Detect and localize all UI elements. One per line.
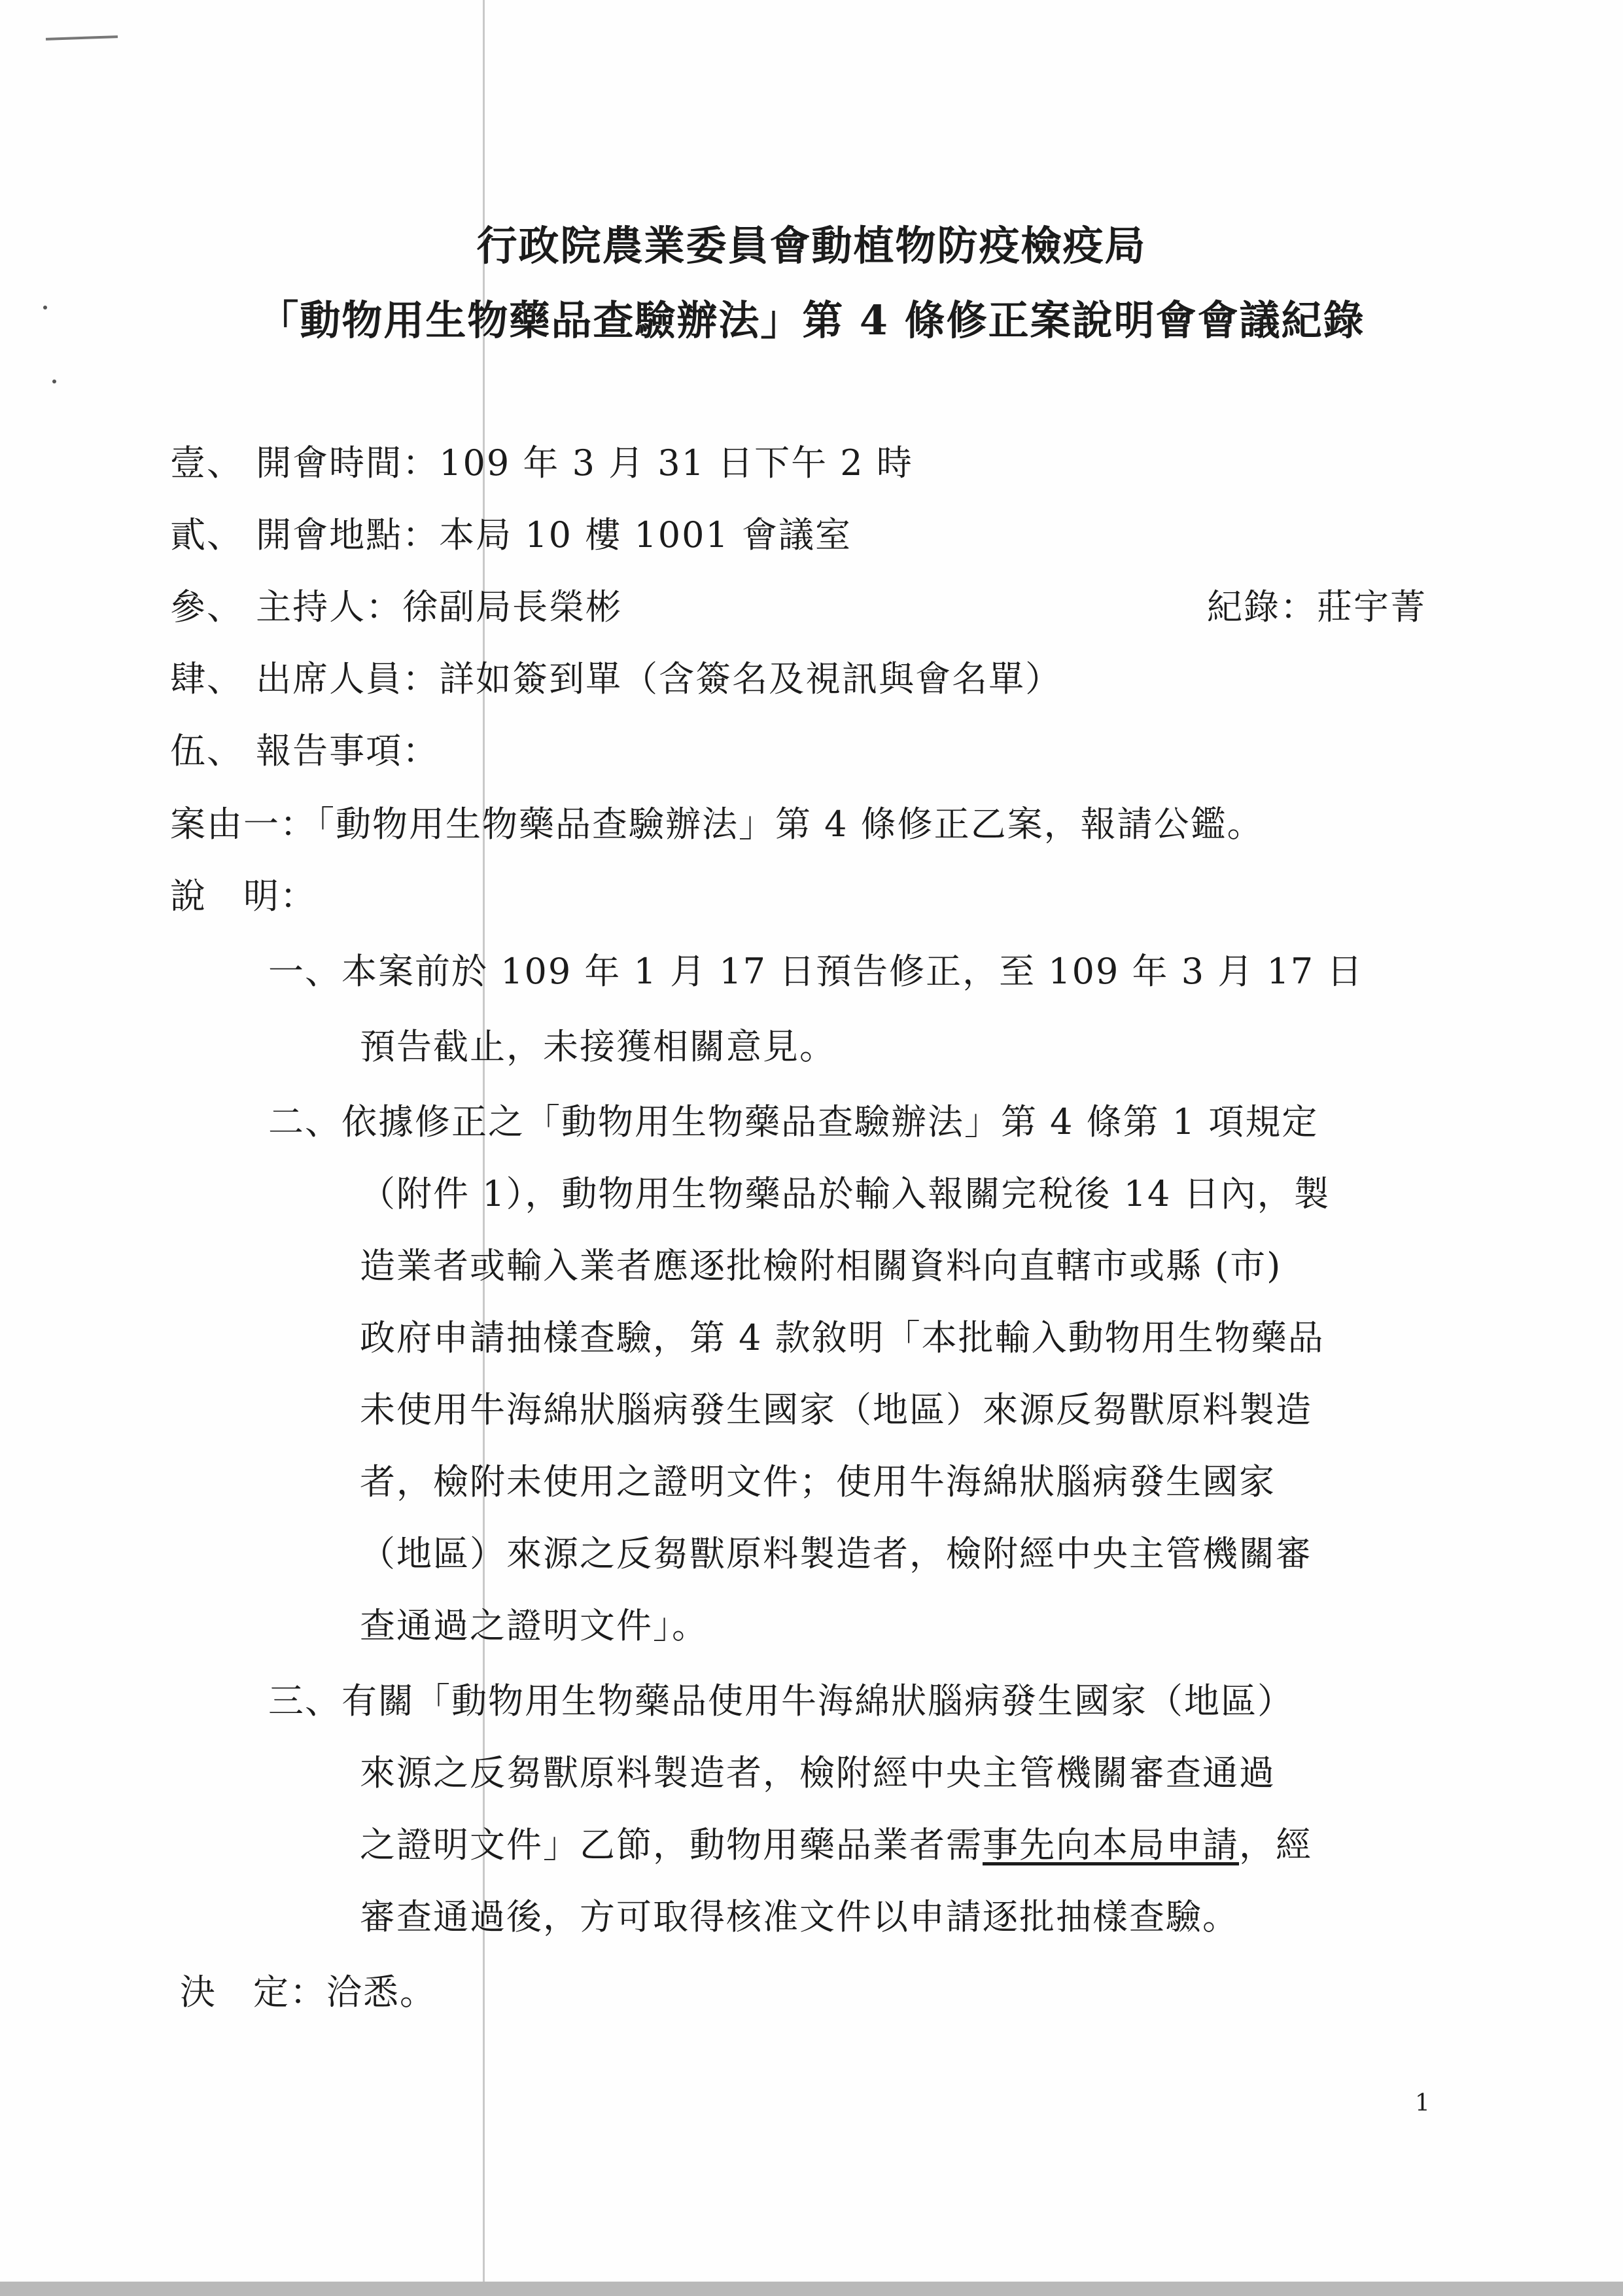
explanation-1-line-1: 一、本案前於 109 年 1 月 17 日預告修正，至 109 年 3 月 17 日 (268, 951, 1364, 992)
case-statement: 案由一：「動物用生物藥品查驗辦法」第 4 條修正乙案，報請公鑑。 (170, 804, 1264, 845)
explanation-3-line-2: 來源之反芻獸原料製造者，檢附經中央主管機關審查通過 (360, 1752, 1276, 1793)
item-meeting-time: 壹、 開會時間：109 年 3 月 31 日下午 2 時 (170, 442, 913, 484)
explanation-2-line-3: 造業者或輸入業者應逐批檢附相關資料向直轄市或縣 (市) (360, 1245, 1282, 1286)
explanation-3-line-3 (360, 1822, 1312, 1868)
scan-corner-mark (46, 35, 118, 41)
explanation-2-line-6: 者，檢附未使用之證明文件；使用牛海綿狀腦病發生國家 (360, 1461, 1276, 1502)
item-recorder: 紀錄：莊宇菁 (1207, 586, 1427, 627)
item-report-heading: 伍、 報告事項： (170, 730, 440, 771)
explanation-2-line-4: 政府申請抽樣查驗，第 4 款敘明「本批輸入動物用生物藥品 (360, 1317, 1325, 1358)
explanation-3-line-3-end: ，經 (1239, 1824, 1312, 1865)
explanation-2-line-1: 二、依據修正之「動物用生物藥品查驗辦法」第 4 條第 1 項規定 (268, 1101, 1319, 1142)
explanation-1-line-2: 預告截止，未接獲相關意見。 (360, 1026, 836, 1067)
explanation-2-line-2: （附件 1），動物用生物藥品於輸入報關完稅後 14 日內，製 (360, 1173, 1331, 1214)
explanation-2-line-5: 未使用牛海綿狀腦病發生國家（地區）來源反芻獸原料製造 (360, 1389, 1312, 1430)
title-agency: 行政院農業委員會動植物防疫檢疫局 (476, 222, 1147, 270)
explanation-3-line-3-start: 之證明文件」乙節，動物用藥品業者需 (360, 1824, 983, 1865)
item-chair: 參、 主持人：徐副局長榮彬 (170, 586, 623, 627)
title-meeting: 「動物用生物藥品查驗辦法」第 4 條修正案說明會會議紀錄 (258, 296, 1365, 344)
underlined-phrase: 事先向本局申請 (983, 1824, 1239, 1865)
scan-speck (52, 380, 56, 383)
scan-bottom-edge (0, 2282, 1623, 2296)
decision: 決 定：洽悉。 (180, 1971, 436, 2013)
explanation-3-line-4: 審查通過後，方可取得核准文件以申請逐批抽樣查驗。 (360, 1896, 1239, 1937)
explanation-heading: 說 明： (170, 875, 317, 917)
page-number: 1 (1415, 2090, 1430, 2117)
explanation-3-line-1: 三、有關「動物用生物藥品使用牛海綿狀腦病發生國家（地區） (268, 1680, 1294, 1722)
explanation-2-line-8: 查通過之證明文件」。 (360, 1605, 708, 1646)
item-meeting-place: 貳、 開會地點：本局 10 樓 1001 會議室 (170, 514, 852, 556)
explanation-2-line-7: （地區）來源之反芻獸原料製造者，檢附經中央主管機關審 (360, 1533, 1312, 1574)
item-attendees: 肆、 出席人員：詳如簽到單（含簽名及視訊與會名單） (170, 658, 1062, 699)
